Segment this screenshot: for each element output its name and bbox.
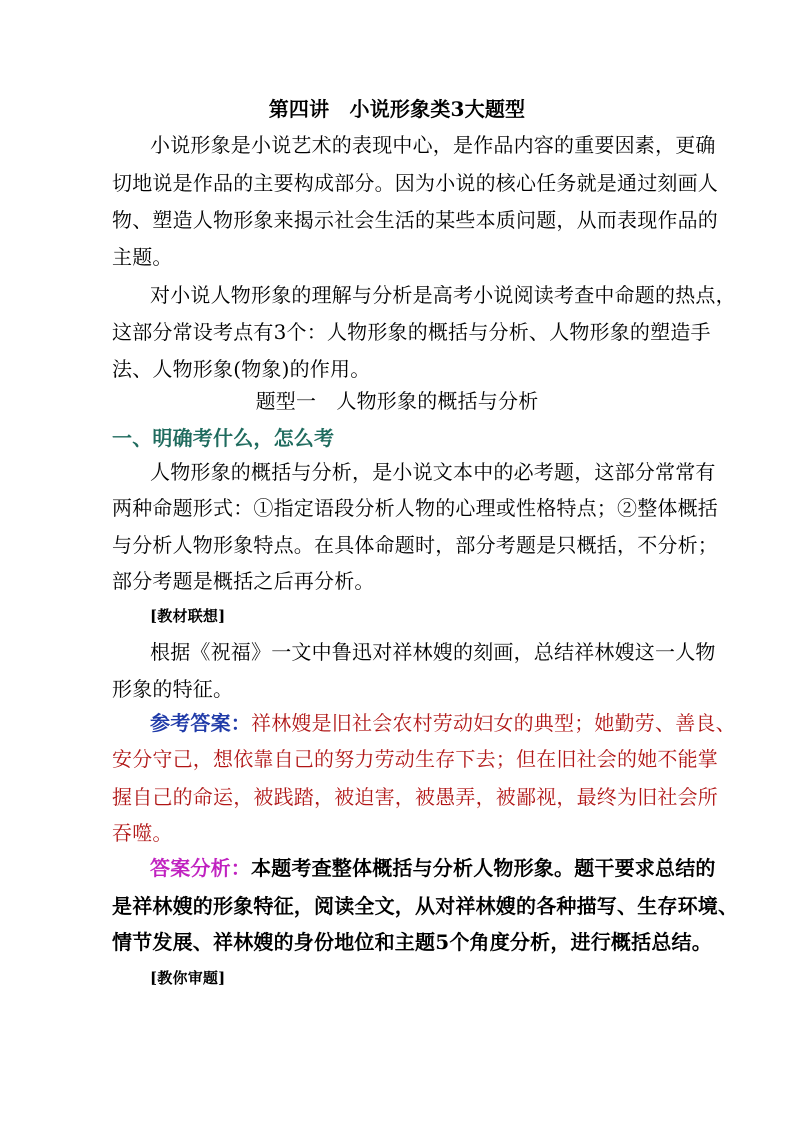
tag-review-question: [教你审题] — [150, 969, 226, 987]
subsection-heading: 一、明确考什么，怎么考 — [112, 426, 335, 450]
page-title: 第四讲 小说形象类3大题型 — [268, 97, 526, 121]
tag-textbook-association: [教材联想] — [150, 607, 226, 625]
intro2-line-3: 法、人物形象(物象)的作用。 — [112, 357, 371, 381]
analysis-label: 答案分析： — [150, 856, 251, 880]
question-line-1: 根据《祝福》一文中鲁迅对祥林嫂的刻画，总结祥林嫂这一人物 — [150, 640, 716, 664]
analysis-line-2: 是祥林嫂的形象特征，阅读全文，从对祥林嫂的各种描写、生存环境、 — [112, 894, 739, 918]
analysis-line-1 — [150, 856, 716, 880]
analysis-text-1: 本题考查整体概括与分析人物形象。题干要求总结的 — [251, 856, 716, 880]
intro-line-3: 物、塑造人物形象来揭示社会生活的某些本质问题，从而表现作品的 — [112, 208, 718, 232]
section-title: 题型一 人物形象的概括与分析 — [255, 389, 539, 413]
intro-line-4: 主题。 — [112, 245, 173, 269]
intro-line-1: 小说形象是小说艺术的表现中心，是作品内容的重要因素，更确 — [150, 133, 716, 157]
answer-line-3: 握自己的命运，被践踏，被迫害，被愚弄，被鄙视，最终为旧社会所 — [112, 785, 718, 809]
answer-line-1 — [150, 711, 736, 735]
answer-label: 参考答案： — [150, 711, 251, 735]
answer-text-1: 祥林嫂是旧社会农村劳动妇女的典型；她勤劳、善良、 — [251, 711, 736, 735]
para1-line-3: 与分析人物形象特点。在具体命题时，部分考题是只概括，不分析； — [112, 533, 718, 557]
para1-line-1: 人物形象的概括与分析，是小说文本中的必考题，这部分常常有 — [150, 460, 716, 484]
para1-line-4: 部分考题是概括之后再分析。 — [112, 569, 375, 593]
intro2-line-1: 对小说人物形象的理解与分析是高考小说阅读考查中命题的热点， — [150, 283, 736, 307]
question-line-2: 形象的特征。 — [112, 677, 234, 701]
analysis-line-3: 情节发展、祥林嫂的身份地位和主题5个角度分析，进行概括总结。 — [112, 930, 712, 954]
answer-line-4: 吞噬。 — [112, 821, 173, 845]
intro-line-2: 切地说是作品的主要构成部分。因为小说的核心任务就是通过刻画人 — [112, 171, 718, 195]
answer-line-2: 安分守己，想依靠自己的努力劳动生存下去；但在旧社会的她不能掌 — [112, 747, 718, 771]
intro2-line-2: 这部分常设考点有3个：人物形象的概括与分析、人物形象的塑造手 — [112, 320, 711, 344]
para1-line-2: 两种命题形式：①指定语段分析人物的心理或性格特点；②整体概括 — [112, 496, 718, 520]
